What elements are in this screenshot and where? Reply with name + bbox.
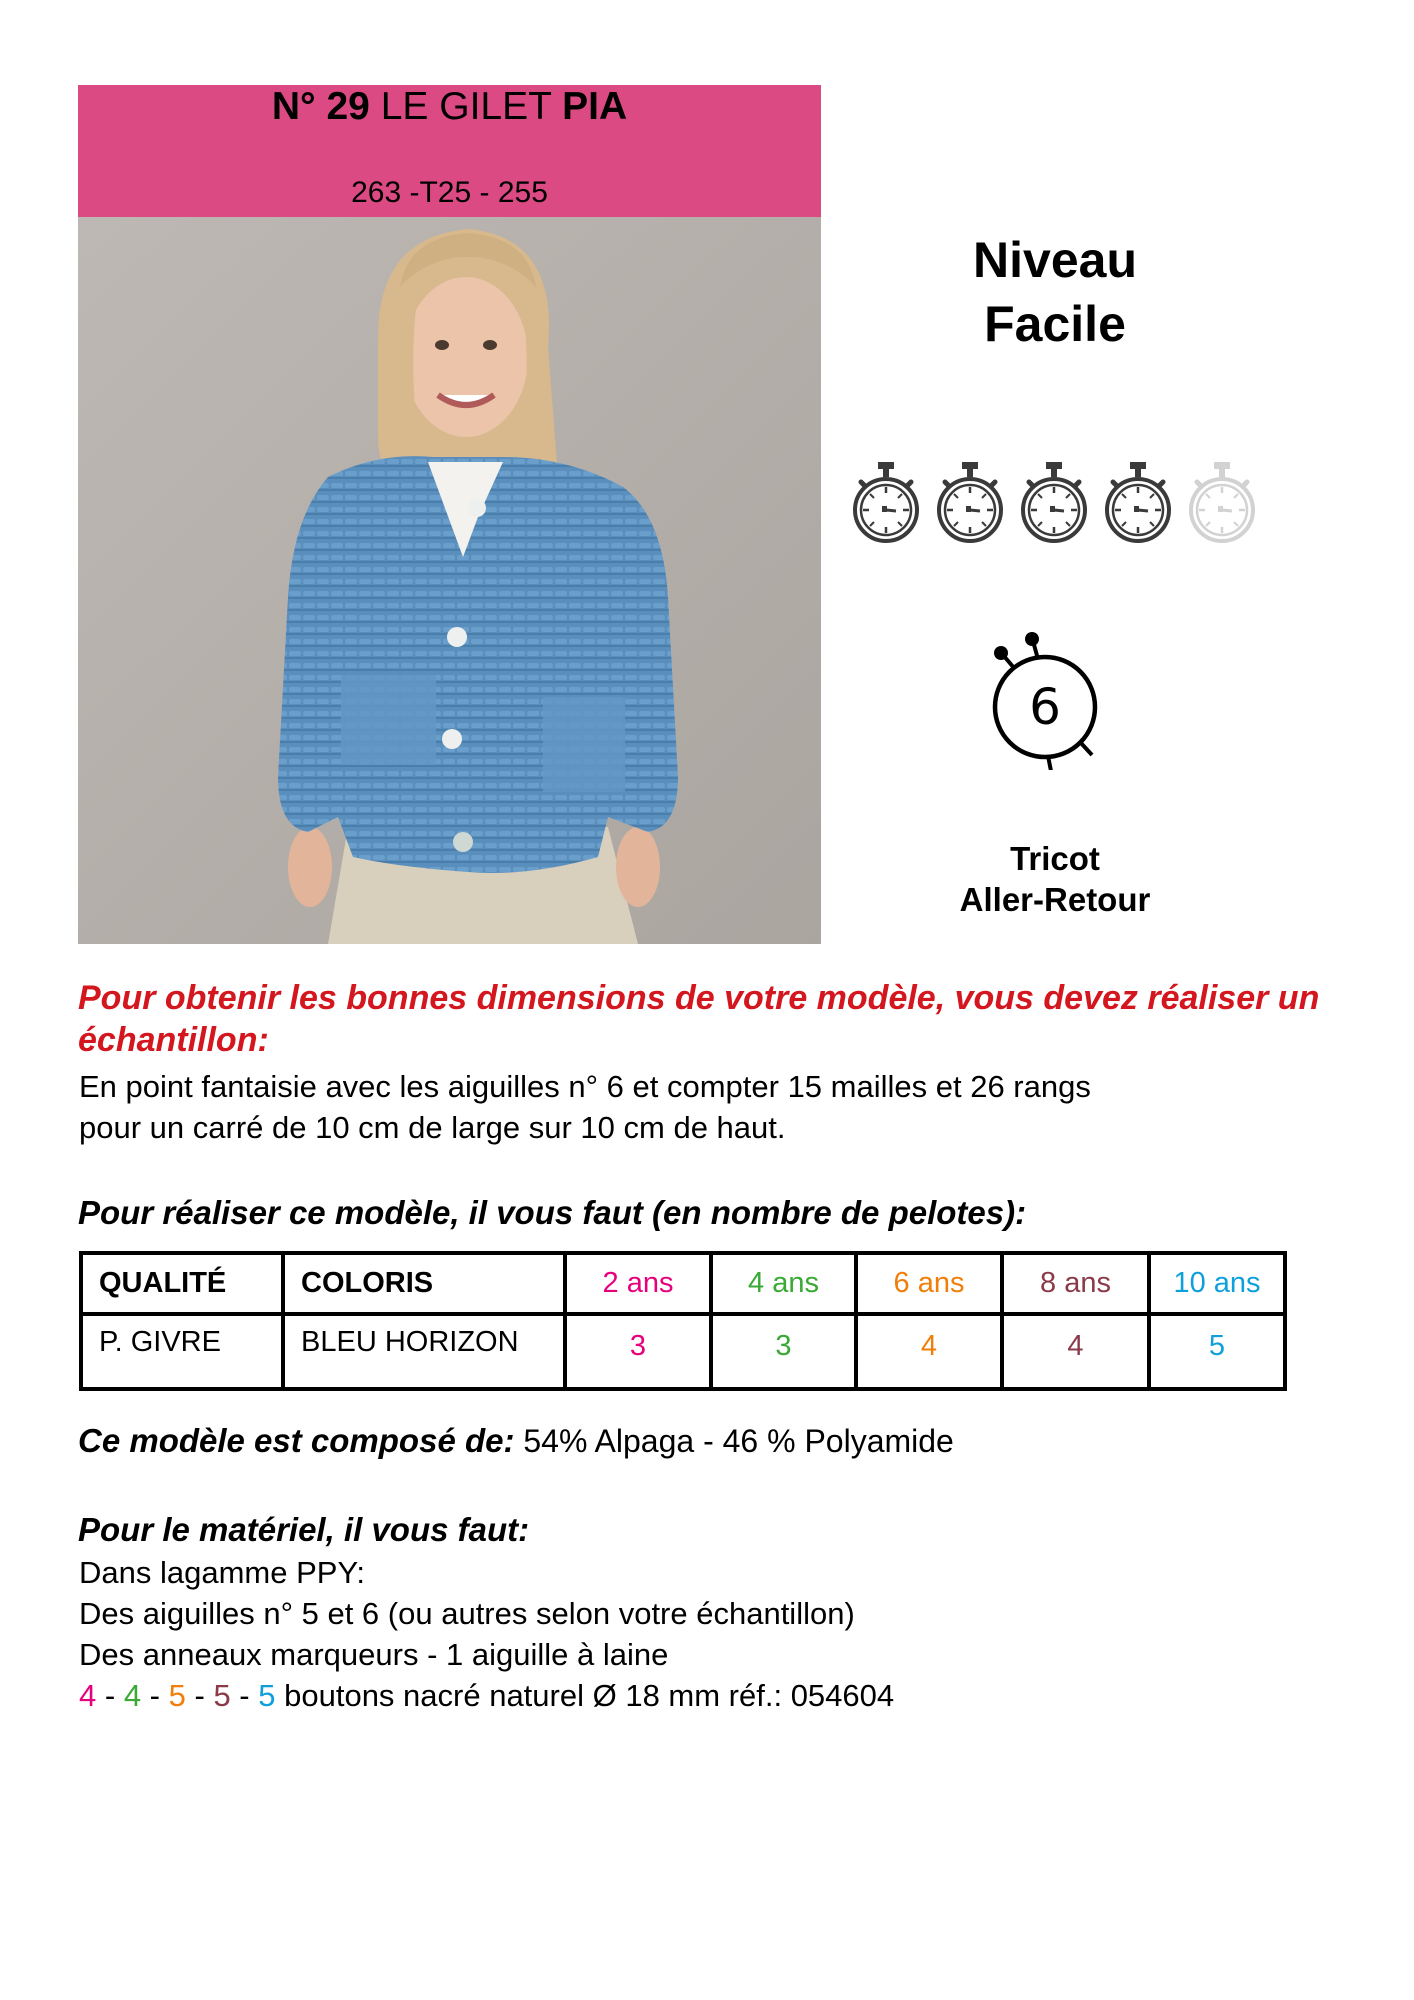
material-heading: Pour le matériel, il vous faut: — [78, 1511, 530, 1548]
title-name: PIA — [562, 85, 628, 128]
separator: - — [96, 1678, 124, 1713]
material-list — [79, 1552, 1339, 1716]
technique-line2: Aller-Retour — [959, 881, 1151, 918]
gauge-heading: Pour obtenir les bonnes dimensions de votre modèle, vous devez réaliser un échantillon: — [78, 979, 1320, 1059]
material-line: Des anneaux marqueurs - 1 aiguille à laine — [79, 1637, 669, 1672]
cell-color: BLEU HORIZON — [283, 1314, 565, 1389]
yarn-heading: Pour réaliser ce modèle, il vous faut (en nombre de pelotes): — [78, 1194, 1027, 1231]
needle-size-icon — [985, 620, 1115, 770]
material-buttons-line — [79, 1675, 1339, 1716]
needle-size-value: 6 — [1029, 678, 1061, 736]
gauge-body — [79, 1066, 1339, 1148]
button-count: 4 — [79, 1678, 97, 1713]
table-row — [81, 1314, 1285, 1389]
stopwatch-empty-icon — [1187, 460, 1257, 550]
title-banner — [78, 85, 821, 217]
material-line: Des aiguilles n° 5 et 6 (ou autres selon votre échantillon) — [79, 1596, 855, 1631]
stopwatch-icon — [1103, 460, 1173, 550]
title-number: 29 — [326, 85, 370, 128]
technique-line1: Tricot — [1010, 840, 1100, 877]
button-count: 5 — [213, 1678, 231, 1713]
cell-quantity: 4 — [1002, 1314, 1149, 1389]
header-size: 4 ans — [711, 1253, 856, 1314]
stopwatch-icon — [935, 460, 1005, 550]
separator: - — [185, 1678, 214, 1713]
header-size: 8 ans — [1002, 1253, 1149, 1314]
photo-child-blue-cardigan-icon — [78, 217, 821, 944]
button-count: 4 — [123, 1678, 142, 1713]
needle-size-badge — [985, 620, 1115, 770]
cell-quality: P. GIVRE — [81, 1314, 283, 1389]
gauge-line-2: pour un carré de 10 cm de large sur 10 cm de haut. — [79, 1110, 786, 1145]
button-count: 5 — [258, 1678, 276, 1713]
header-size: 6 ans — [856, 1253, 1002, 1314]
stopwatch-icon — [851, 460, 921, 550]
header-size: 10 ans — [1149, 1253, 1285, 1314]
stopwatch-icon — [1019, 460, 1089, 550]
material-line: Dans lagamme PPY: — [79, 1555, 366, 1590]
buttons-description: boutons nacré naturel Ø 18 mm réf.: 054604 — [275, 1678, 895, 1713]
button-count: 5 — [168, 1678, 186, 1713]
header-color: COLORIS — [283, 1253, 565, 1314]
difficulty-level — [900, 228, 1210, 356]
model-photo — [78, 217, 821, 944]
table-header-row — [81, 1253, 1285, 1314]
gauge-line-1: En point fantaisie avec les aiguilles n° 6 et compter 15 mailles et 26 rangs — [79, 1069, 1091, 1104]
level-value: Facile — [984, 296, 1126, 352]
composition — [78, 1421, 1338, 1461]
cell-quantity: 3 — [565, 1314, 711, 1389]
separator: - — [141, 1678, 169, 1713]
header-quality: QUALITÉ — [81, 1253, 283, 1314]
time-rating — [851, 460, 1261, 550]
title-middle: LE GILET — [380, 85, 552, 128]
composition-label: Ce modèle est composé de: — [78, 1422, 515, 1459]
title-prefix: N° — [271, 85, 316, 128]
pattern-reference: 263 -T25 - 255 — [351, 176, 548, 209]
yarn-table — [79, 1251, 1287, 1391]
header-size: 2 ans — [565, 1253, 711, 1314]
level-label: Niveau — [973, 232, 1137, 288]
cell-quantity: 4 — [856, 1314, 1002, 1389]
cell-quantity: 5 — [1149, 1314, 1285, 1389]
cell-quantity: 3 — [711, 1314, 856, 1389]
separator: - — [230, 1678, 259, 1713]
pattern-title — [78, 84, 821, 130]
technique — [900, 838, 1210, 920]
composition-value: 54% Alpaga - 46 % Polyamide — [514, 1423, 954, 1459]
